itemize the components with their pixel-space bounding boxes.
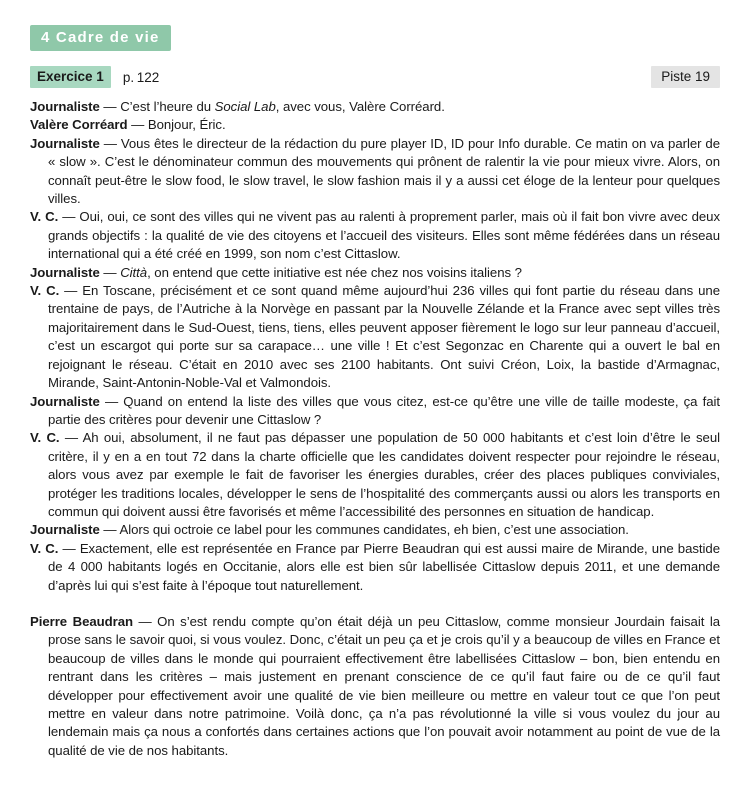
transcript-paragraph: V. C. — Oui, oui, ce sont des villes qui ne vivent pas au ralenti à proprement parler, mais où il fait bon vivre avec deux grands objectifs : la qualité de vie des citoyens et l’accueil des visiteurs. Elles sont même fédérées dans un réseau international qui a été créé en 1999, son nom c’est Cittaslow. [30, 209, 720, 262]
transcript-paragraph: Journaliste — Vous êtes le directeur de la rédaction du pure player ID, ID pour Info durable. Ce matin on va parler de « slow ». C’est le dénominateur commun des mouvements qui prônent de ralentir la vie pour mieux vivre. Alors, on connaît peut-être le slow food, le slow travel, le slow fashion mais il y a aussi cet éloge de la lenteur pour quelques villes. [30, 135, 720, 207]
unit-banner [30, 25, 171, 51]
transcript-paragraph: Valère Corréard — Bonjour, Éric. [30, 117, 226, 133]
speaker-name: Journaliste [30, 393, 100, 409]
text-segment: En Toscane, précisément et ce sont quand même aujourd’hui 236 villes qui font partie du réseau dans une trentaine de pays, de l’Autriche à la Norvège en passant par la Nouvelle Zélande et la France avec sept villes très majoritairement dans le Sud-Ouest, tiens, tiens, elles peuvent apposer fièrement le logo sur leur panneau d’accueil, c’est un escargot qui porte sur sa carapace… une ville ! Et c’est Segonzac en Charente qui a ouvert le bal en rejoignant le réseau. C’était en 2010 avec ses 2100 habitants. Ont suivi Créon, Loix, la bastide d’Armagnac, Mirande, Saint-Antonin-Noble-Val et Valmondois. [48, 283, 720, 391]
italic-segment: Città [120, 264, 148, 280]
speaker-name: Journaliste [30, 264, 100, 280]
text-segment: C’est l’heure du [120, 99, 215, 114]
speaker-name: V. C. [30, 540, 59, 556]
text-segment: , avec vous, Valère Corréard. [275, 99, 445, 114]
exercise-badge: Exercice 1 [30, 66, 111, 88]
transcript-paragraph: Journaliste — Quand on entend la liste des villes que vous citez, est-ce qu’être une ville de taille modeste, ça fait partie des critères pour devenir une Cittaslow ? [30, 393, 720, 427]
transcript-paragraph: V. C. — Ah oui, absolument, il ne faut pas dépasser une population de 50 000 habitants et c’est loin d’être le seul critère, il y en a en tout 72 dans la charte officielle que les candidates doivent respecter pour rejoindre le réseau, alors vous avez par exemple le fait de favoriser les énergies durables, créer des places publiques conviviales, protéger les traditions locales, développer le sens de l’hospitalité des commerçants aussi ou alors les transports en commun qui doivent aussi être favorisés et même l’accessibilité des personnes en situation de handicap. [30, 430, 720, 519]
unit-banner-label: 4 Cadre de vie [41, 29, 160, 46]
speaker-name: V. C. [30, 283, 60, 299]
transcript-paragraph: V. C. — En Toscane, précisément et ce sont quand même aujourd’hui 236 villes qui font partie du réseau dans une trentaine de pays, de l’Autriche à la Norvège en passant par la Nouvelle Zélande et la France avec sept villes très majoritairement dans le Sud-Ouest, tiens, tiens, elles peuvent apposer fièrement le logo sur leur panneau d’accueil, c’est un escargot qui porte sur sa carapace… une ville ! Et c’est Segonzac en Charente qui a ouvert le bal en rejoignant le réseau. C’était en 2010 avec ses 2100 habitants. Ont suivi Créon, Loix, la bastide d’Armagnac, Mirande, Saint-Antonin-Noble-Val et Valmondois. [30, 283, 720, 391]
transcript [30, 98, 720, 760]
page-reference: p. 122 [122, 69, 160, 85]
speaker-name: Journaliste [30, 522, 100, 538]
audio-track-badge: Piste 19 [651, 66, 720, 88]
speaker-name: V. C. [30, 430, 60, 446]
exercise-header [30, 66, 159, 88]
text-segment: Oui, oui, ce sont des villes qui ne vivent pas au ralenti à proprement parler, mais où il fait bon vivre avec deux grands objectifs : la qualité de vie des citoyens et l’accueil des visiteurs. Elles sont même fédérées dans un réseau international qui a été créé en 1999, son nom c’est Cittaslow. [48, 209, 720, 262]
italic-segment: Social Lab [214, 99, 276, 114]
speaker-name: Valère Corréard [30, 117, 128, 133]
text-segment: , on entend que cette initiative est née chez nos voisins italiens ? [147, 264, 522, 280]
transcript-paragraph: V. C. — Exactement, elle est représentée en France par Pierre Beaudran qui est aussi maire de Mirande, une bastide de 4 000 habitants logés en Occitanie, alors elle est bien sûr labellisée Cittaslow depuis 2011, et une demande d’après lui qui s’est faite à l’époque tout naturellement. [30, 540, 720, 593]
text-segment: Alors qui octroie ce label pour les communes candidates, eh bien, c’est une association. [119, 522, 629, 538]
text-segment: Vous êtes le directeur de la rédaction du pure player ID, ID pour Info durable. Ce matin on va parler de « slow ». C’est le dénominateur commun des mouvements qui prônent de ralentir la vie pour mieux vivre. Alors, on connaît peut-être le slow food, le slow travel, le slow fashion mais il y a aussi cet éloge de la lenteur pour quelques villes. [48, 135, 720, 207]
text-segment: Quand on entend la liste des villes que vous citez, est-ce qu’être une ville de taille modeste, ça fait partie des critères pour devenir une Cittaslow ? [48, 393, 720, 427]
text-segment: Bonjour, Éric. [147, 117, 226, 133]
exercise-row [30, 66, 720, 88]
transcript-paragraph: Journaliste — C’est l’heure du Social Lab, avec vous, Valère Corréard. [30, 99, 445, 114]
text-segment: On s’est rendu compte qu’on était déjà un peu Cittaslow, comme monsieur Jourdain faisait la prose sans le savoir quoi, si vous voulez. Donc, c’était un peu ça et je crois qu’il y a beaucoup de villes en France et beaucoup de villes dans le monde qui pourraient effectivement être labellisées Cittaslow – bon, bien entendu en rentrant dans les critères – mais justement en prenant conscience de ce qu’il faut faire ou de ce qu’il faut développer pour effectivement avoir une qualité de vie bien meilleure ou mettre en valeur tout ce que l’on peut mettre en valeur dans notre patrimoine. Voilà donc, ça n’a pas révolutionné la ville si vous voulez du jour au lendemain mais ça nous a confortés dans certaines actions que l’on pouvait avoir notamment au point de vue de la qualité de vie de nos habitants. [48, 613, 720, 758]
speaker-name: Journaliste [30, 99, 100, 114]
transcript-paragraph: Journaliste — Città, on entend que cette initiative est née chez nos voisins italiens ? [30, 264, 522, 280]
text-segment: Ah oui, absolument, il ne faut pas dépasser une population de 50 000 habitants et c’est loin d’être le seul critère, il y en a en tout 72 dans la charte officielle que les candidates doivent respecter pour rejoindre le réseau, alors vous avez par exemple le fait de favoriser les énergies durables, créer des places publiques conviviales, protéger les traditions locales, développer le sens de l’hospitalité des commerçants aussi ou alors les transports en commun qui doivent aussi être favorisés et même l’accessibilité des personnes en situation de handicap. [48, 430, 720, 519]
transcript-paragraph: Pierre Beaudran — On s’est rendu compte qu’on était déjà un peu Cittaslow, comme monsieur Jourdain faisait la prose sans le savoir quoi, si vous voulez. Donc, c’était un peu ça et je crois qu’il y a beaucoup de villes en France et beaucoup de villes dans le monde qui pourraient effectivement être labellisées Cittaslow – bon, bien entendu en rentrant dans les critères – mais justement en prenant conscience de ce qu’il faut faire ou de ce qu’il faut développer pour effectivement avoir une qualité de vie bien meilleure ou mettre en valeur tout ce que l’on peut mettre en valeur dans notre patrimoine. Voilà donc, ça n’a pas révolutionné la ville si vous voulez du jour au lendemain mais ça nous a confortés dans certaines actions que l’on pouvait avoir notamment au point de vue de la qualité de vie de nos habitants. [30, 613, 720, 758]
speaker-name: Pierre Beaudran [30, 613, 134, 629]
text-segment: Exactement, elle est représentée en France par Pierre Beaudran qui est aussi maire de Mirande, une bastide de 4 000 habitants logés en Occitanie, alors elle est bien sûr labellisée Cittaslow depuis 2011, et une demande d’après lui qui s’est faite à l’époque tout naturellement. [48, 540, 720, 593]
transcript-paragraph: Journaliste — Alors qui octroie ce label pour les communes candidates, eh bien, c’est une association. [30, 522, 629, 538]
speaker-name: Journaliste [30, 135, 100, 151]
speaker-name: V. C. [30, 209, 59, 225]
